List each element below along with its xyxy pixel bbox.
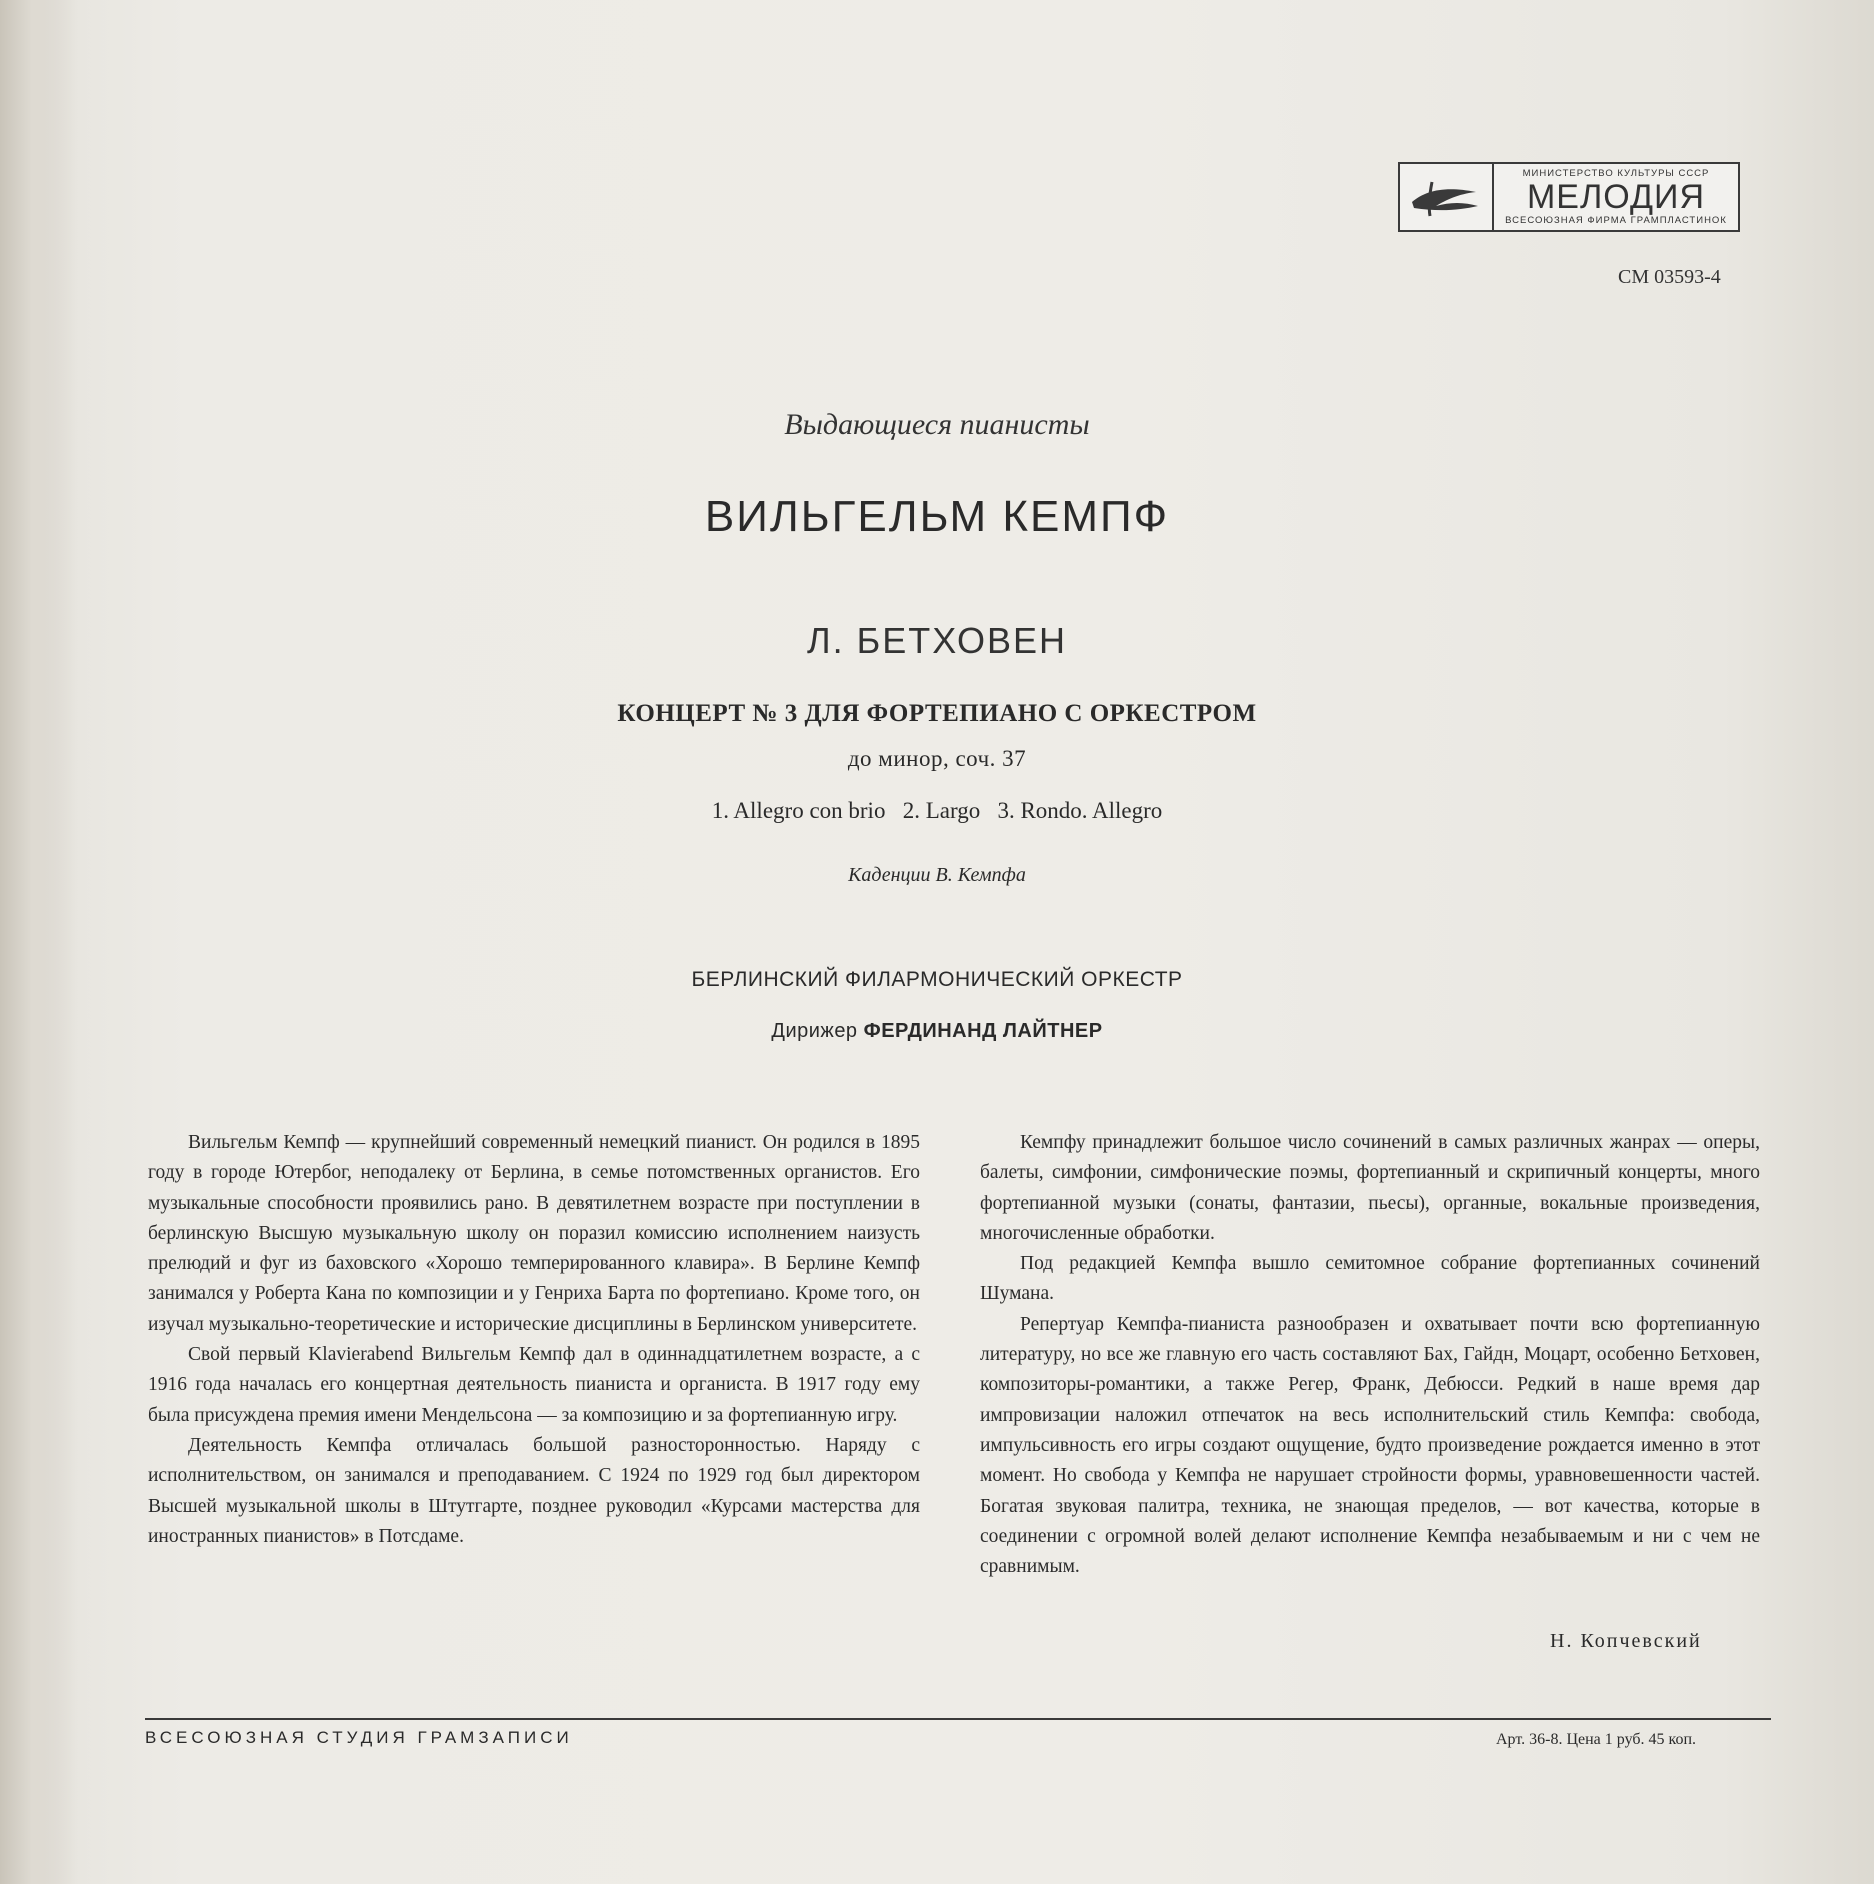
conductor-name: ФЕРДИНАНД ЛАЙТНЕР: [863, 1020, 1103, 1042]
melodiya-mark-icon: [1400, 164, 1494, 230]
sleeve-crease: [0, 0, 80, 1884]
notes-author: Н. Копчевский: [1550, 1630, 1702, 1652]
catalog-number: СМ 03593-4: [1618, 266, 1721, 288]
liner-notes-right: [980, 1128, 1760, 1582]
logo-name: МЕЛОДИЯ: [1526, 178, 1706, 216]
notes-paragraph: Свой первый Klavierabend Вильгельм Кемпф дал в одиннадцатилетнем возрасте, а с 1916 года началась его концертная деятельность пианиста и органиста. В 1917 году ему была присуждена премия имени Мендельсона — за композицию и за фортепианную игру.: [148, 1344, 920, 1426]
artist-name: ВИЛЬГЕЛЬМ КЕМПФ: [704, 492, 1170, 541]
series-title: Выдающиеся пианисты: [784, 408, 1090, 441]
movements-list: 1. Allegro con brio 2. Largo 3. Rondo. Allegro: [711, 798, 1163, 823]
orchestra-name: БЕРЛИНСКИЙ ФИЛАРМОНИЧЕСКИЙ ОРКЕСТР: [691, 968, 1183, 991]
melodiya-logo: [1398, 162, 1740, 232]
melodiya-wordmark: [1494, 164, 1738, 230]
notes-paragraph: Вильгельм Кемпф — крупнейший современный немецкий пианист. Он родился в 1895 году в городе Ютербог, неподалеку от Берлина, в семье потомственных органистов. Его музыкальные способности проявились рано. В девятилетнем возрасте при поступлении в берлинскую Высшую музыкальную школу он поразил комиссию исполнением наизусть прелюдий и фуг из баховского «Хорошо темперированного клавира». В Берлине Кемпф занимался у Роберта Кана по композиции и у Генриха Барта по фортепиано. Кроме того, он изучал музыкально-теоретические и исторические дисциплины в Берлинском университете.: [148, 1132, 920, 1335]
logo-ministry-line: МИНИСТЕРСТВО КУЛЬТУРЫ СССР: [1522, 168, 1710, 179]
notes-paragraph: Деятельность Кемпфа отличалась большой разносторонностью. Наряду с исполнительством, он занимался и преподаванием. С 1924 по 1929 год был директором Высшей музыкальной школы в Штутгарте, позднее руководил «Курсами мастерства для иностранных пианистов» в Потсдаме.: [148, 1434, 920, 1547]
logo-company-line: ВСЕСОЮЗНАЯ ФИРМА ГРАМПЛАСТИНОК: [1505, 215, 1727, 226]
work-title: КОНЦЕРТ № 3 ДЛЯ ФОРТЕПИАНО С ОРКЕСТРОМ: [617, 700, 1257, 727]
work-key: до минор, соч. 37: [847, 746, 1027, 771]
price-line: Арт. 36-8. Цена 1 руб. 45 коп.: [1496, 1731, 1697, 1748]
cadenzas-credit: Каденции В. Кемпфа: [848, 864, 1026, 886]
studio-name: ВСЕСОЮЗНАЯ СТУДИЯ ГРАМЗАПИСИ: [145, 1728, 573, 1747]
conductor-label: Дирижер: [771, 1020, 858, 1042]
notes-paragraph: Репертуар Кемпфа-пианиста разнообразен и охватывает почти всю фортепианную литературу, но все же главную его часть составляют Бах, Гайдн, Моцарт, особенно Бетховен, композиторы-романтики, а также Регер, Франк, Дебюсси. Редкий в наше время дар импровизации наложил отпечаток на весь исполнительский стиль Кемпфа: свобода, импульсивность его игры создают ощущение, будто произведение рождается именно в этот момент. Но свобода у Кемпфа не нарушает стройности формы, уравновешенности частей. Богатая звуковая палитра, техника, не знающая пределов, — вот качества, которые в соединении с огромной волей делают исполнение Кемпфа незабываемым и ни с чем не сравнимым.: [980, 1313, 1760, 1578]
liner-notes-left: [148, 1128, 920, 1552]
notes-paragraph: Кемпфу принадлежит большое число сочинений в самых различных жанрах — оперы, балеты, симфонии, симфонические поэмы, фортепианный и скрипичный концерты, много фортепианной музыки (сонаты, фантазии, пьесы), органные, вокальные произведения, многочисленные обработки.: [980, 1132, 1760, 1244]
footer-divider: [145, 1718, 1771, 1720]
notes-paragraph: Под редакцией Кемпфа вышло семитомное собрание фортепианных сочинений Шумана.: [980, 1253, 1760, 1305]
conductor-credit: [0, 1020, 1874, 1043]
composer-name: Л. БЕТХОВЕН: [806, 620, 1068, 661]
